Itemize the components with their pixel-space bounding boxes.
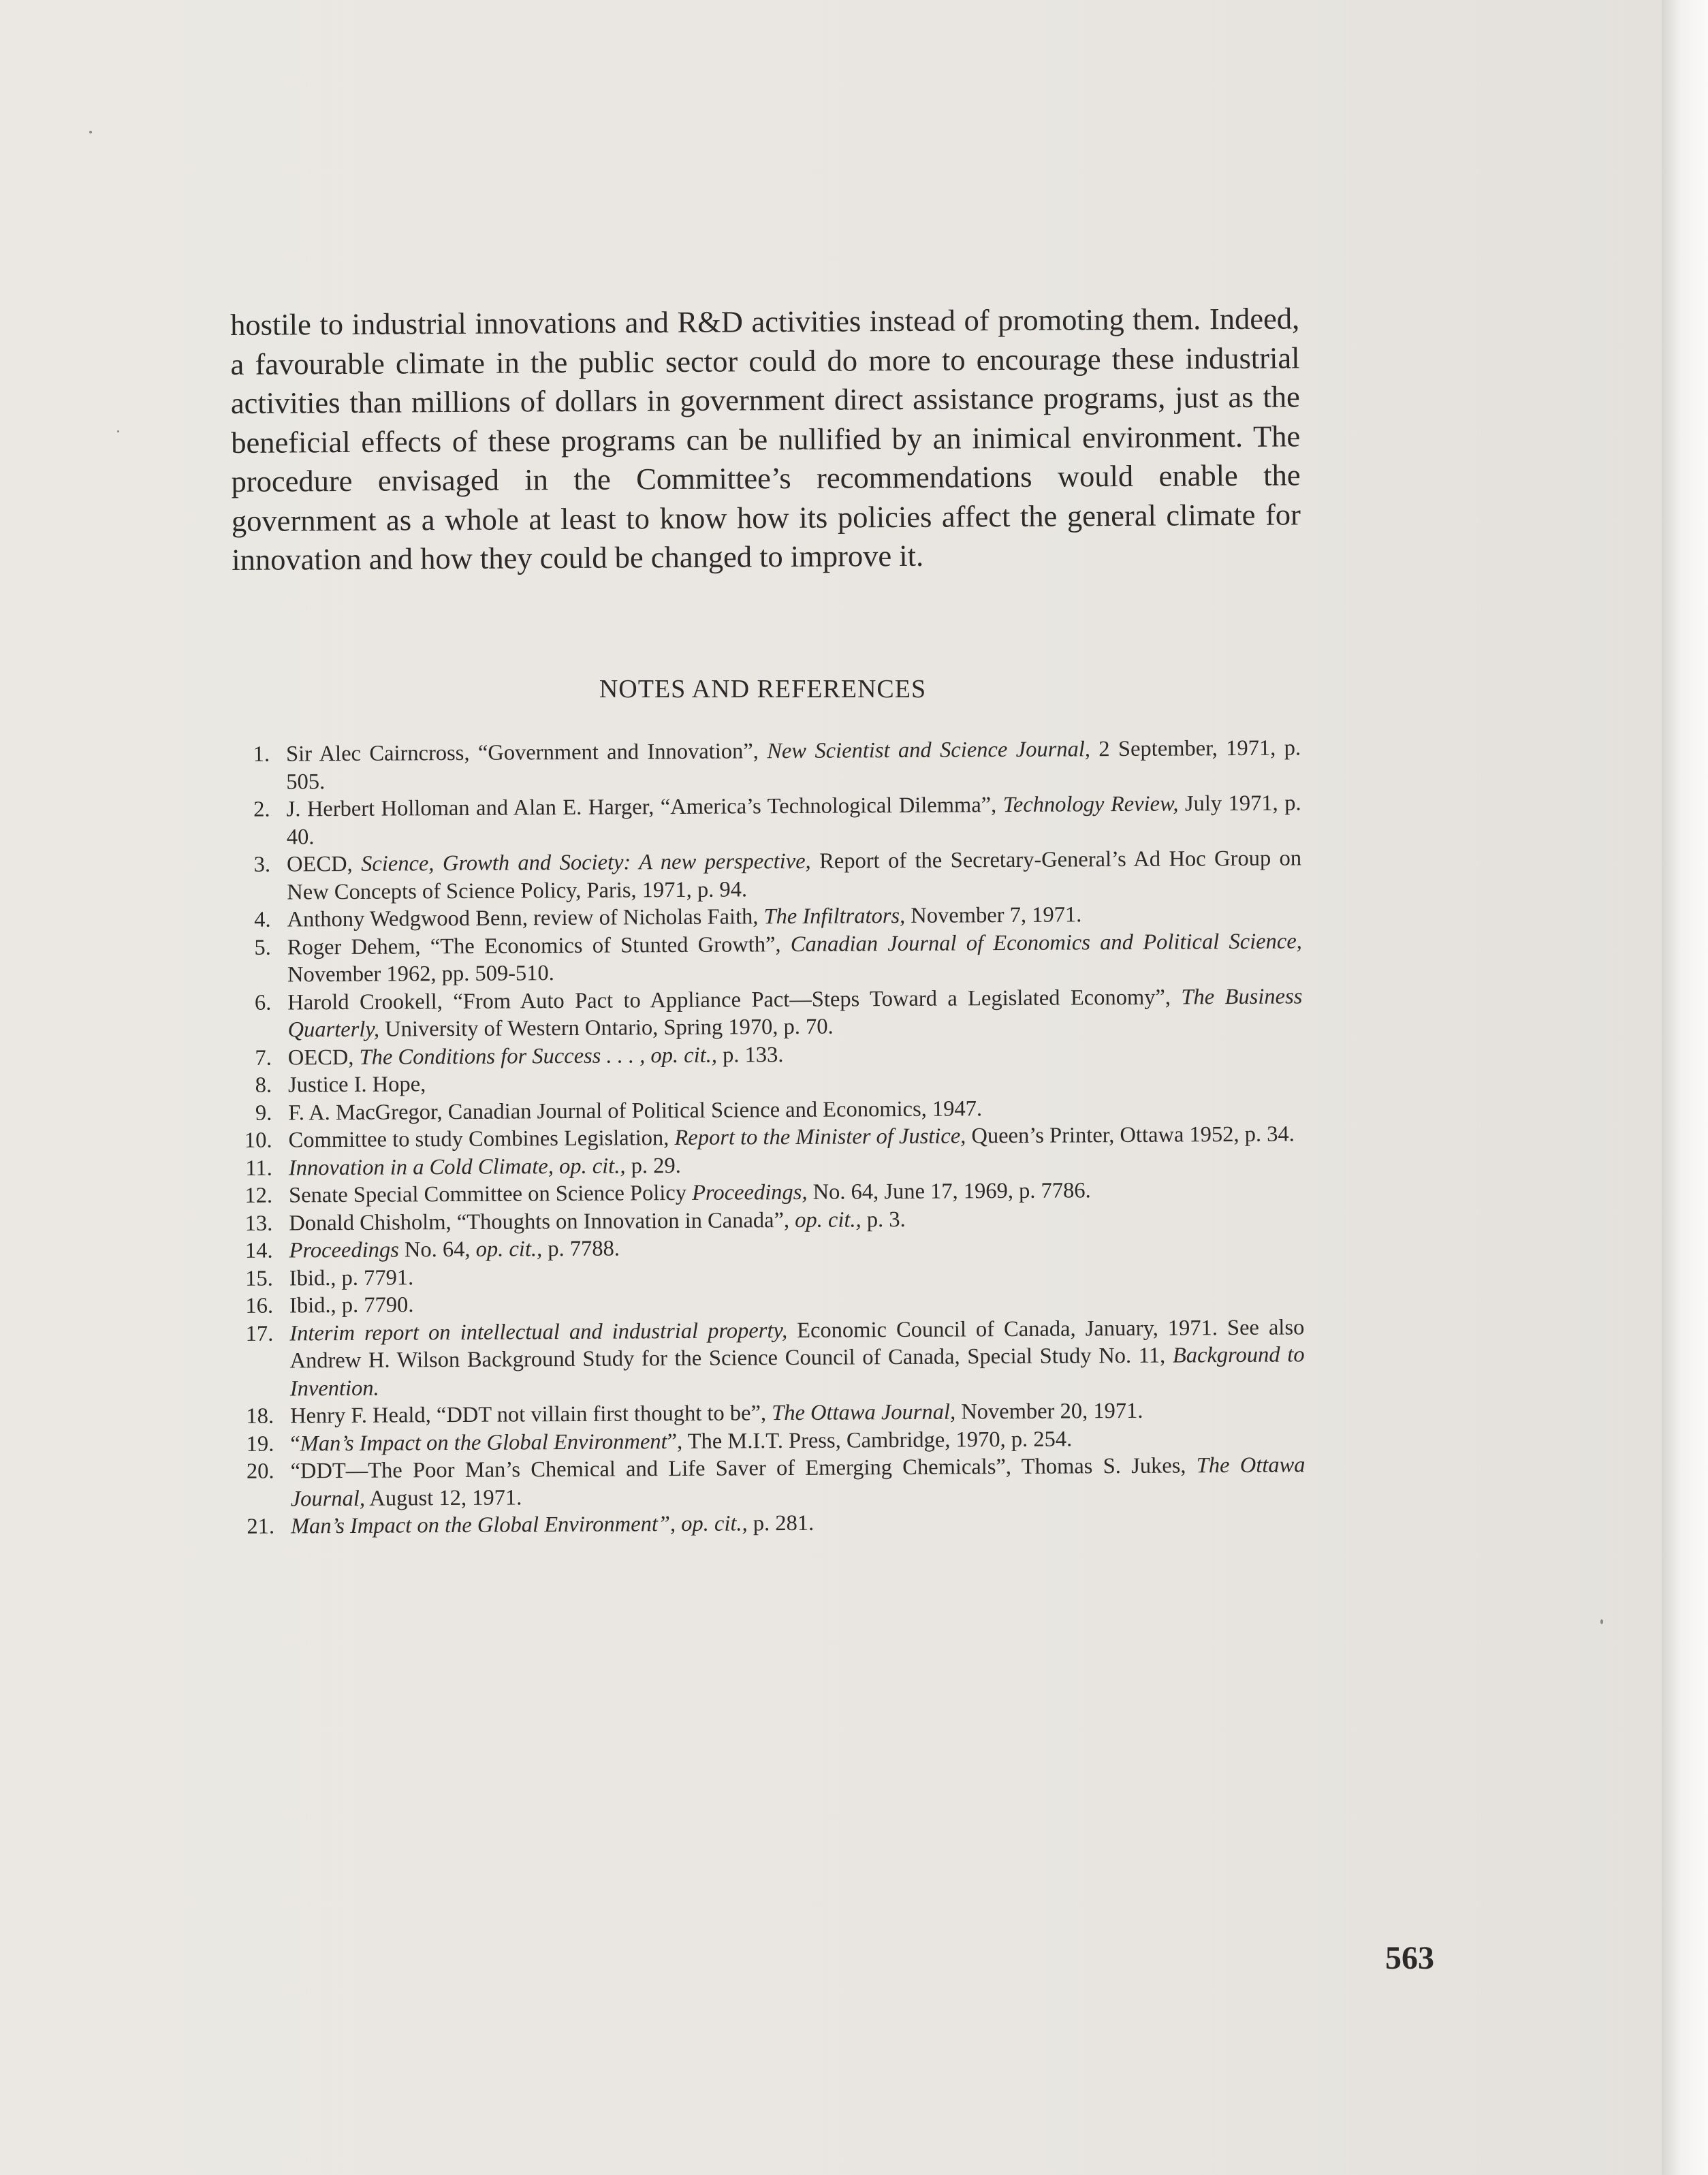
note-text-segment: Senate Special Committee on Science Policy [288, 1180, 693, 1208]
note-text-segment: Ibid., p. 7790. [289, 1292, 414, 1318]
body-paragraph: hostile to industrial innovations and R&D activities instead of promoting them. Indeed, a favourable climate in the public sector could do more to encourage these industrial activities than millions of dollars in government direct assistance programs, just as the beneficial effects of these programs can be nullified by an inimical environment. The procedure envisaged in the Committee’s recommendations would enable the government as a whole at least to know how its policies affect the general climate for innovation and how they could be changed to improve it. [230, 300, 1301, 577]
note-number: 6. [254, 990, 272, 1015]
note-text [289, 1207, 906, 1235]
note-number: 19. [246, 1431, 274, 1457]
note-text [290, 1427, 1072, 1456]
note-text-segment: July 1971, p. 40. [286, 791, 1301, 850]
note-number: 9. [255, 1100, 272, 1126]
note-text [289, 1315, 1304, 1401]
note-text [289, 1237, 620, 1263]
note-text-segment: Harold Crookell, “From Auto Pact to Appliance Pact—Steps Toward a Legislated Economy”, [287, 984, 1182, 1015]
note-number: 2. [253, 797, 270, 822]
note-title-italic: The Conditions for Success . . . , op. cit., [359, 1043, 718, 1070]
note-text [287, 984, 1302, 1043]
note-text-segment: November 20, 1971. [955, 1398, 1143, 1425]
note-title-italic: Proceedings [289, 1237, 399, 1263]
note-text [289, 1178, 1091, 1207]
note-title-italic: Innovation in a Cold Climate, op. cit., [288, 1153, 626, 1180]
note-item [233, 927, 1302, 989]
notes-list [232, 734, 1306, 1540]
note-text-segment: p. 7788. [542, 1236, 620, 1262]
note-text-segment: No. 64, June 17, 1969, p. 7786. [807, 1178, 1091, 1205]
note-number: 11. [245, 1156, 272, 1181]
note-number: 7. [255, 1045, 272, 1070]
note-text-segment: OECD, [287, 1045, 360, 1070]
note-text-segment: 2 September, 1971, p. 505. [286, 735, 1301, 795]
note-text-segment: OECD, [287, 851, 362, 877]
note-text-segment: November 1962, pp. 509-510. [287, 961, 554, 987]
note-number: 20. [246, 1459, 274, 1484]
note-text [287, 929, 1302, 987]
page-edge [1662, 0, 1708, 2175]
note-title-italic: Background to Invention. [289, 1342, 1305, 1401]
note-text-segment: Committee to study Combines Legislation, [288, 1126, 675, 1153]
note-number: 10. [244, 1128, 272, 1153]
note-text [289, 1153, 681, 1180]
note-title-italic: The Ottawa Journal, [772, 1399, 956, 1426]
note-text-segment: p. 3. [861, 1207, 906, 1232]
note-title-italic: op. cit., [795, 1207, 861, 1233]
note-number: 17. [245, 1321, 274, 1346]
note-title-italic: The Business Quarterly, [287, 983, 1303, 1043]
note-text [291, 1511, 814, 1539]
note-text-segment: F. A. MacGregor, Canadian Journal of Political Science and Economics, 1947. [288, 1096, 983, 1126]
note-number: 21. [247, 1514, 275, 1539]
note-title-italic: Man’s Impact on the Global Environment [300, 1429, 667, 1456]
note-text-segment: August 12, 1971. [364, 1485, 522, 1511]
dust-speck [1600, 1619, 1603, 1624]
note-title-italic: The Ottawa Journal, [290, 1452, 1306, 1511]
note-title-italic: The Infiltrators, [763, 903, 906, 930]
note-number: 5. [254, 935, 271, 960]
note-item [232, 789, 1301, 851]
note-number: 1. [253, 742, 270, 767]
note-text [289, 1292, 414, 1318]
note-number: 14. [244, 1238, 273, 1263]
note-text-segment: Justice I. Hope, [287, 1072, 426, 1098]
note-text-segment: University of Western Ontario, Spring 1970, p. 70. [379, 1014, 834, 1042]
note-title-italic: Interim report on intellectual and industrial property, [289, 1318, 788, 1346]
note-number: 3. [253, 852, 271, 877]
note-title-italic: Canadian Journal of Economics and Political Science, [790, 928, 1302, 957]
note-text [287, 791, 1301, 849]
note-text-segment: Henry F. Heald, “DDT not villain first thought to be”, [289, 1401, 772, 1429]
note-text [288, 1122, 1294, 1152]
note-title-italic: Proceedings, [692, 1179, 808, 1205]
note-title-italic: Technology Review, [1002, 791, 1179, 818]
note-item [233, 983, 1302, 1045]
note-number: 18. [246, 1403, 274, 1429]
note-text-segment: Anthony Wedgwood Benn, review of Nicholas Faith, [287, 904, 764, 932]
note-text-segment: Donald Chisholm, “Thoughts on Innovation in Canada”, [289, 1207, 795, 1235]
note-number: 13. [244, 1211, 273, 1236]
note-text [289, 1265, 414, 1290]
note-text [288, 1096, 982, 1125]
note-text-segment: “ [290, 1431, 300, 1456]
note-text-segment: November 7, 1971. [905, 902, 1082, 928]
page-number: 563 [1385, 1940, 1434, 1976]
note-number: 12. [244, 1183, 273, 1208]
note-text [288, 1043, 784, 1070]
note-text-segment: Ibid., p. 7791. [289, 1265, 414, 1290]
note-title-italic: Report to the Minister of Justice, [674, 1124, 966, 1151]
note-item [236, 1451, 1305, 1513]
note-text-segment: ”, The M.I.T. Press, Cambridge, 1970, p. 254. [667, 1426, 1073, 1454]
note-text-segment: “DDT—The Poor Man’s Chemical and Life Saver of Emerging Chemicals”, Thomas S. Jukes, [290, 1453, 1197, 1484]
note-text-segment: p. 281. [747, 1510, 815, 1536]
note-number: 8. [255, 1073, 272, 1098]
note-title-italic: Science, Growth and Society: A new perspective, [361, 848, 811, 876]
note-item [235, 1314, 1305, 1403]
note-item [232, 734, 1301, 796]
note-text-segment: Report of the Secretary-General’s Ad Hoc Group on New Concepts of Science Policy, Paris, 1971, p. 94. [287, 846, 1302, 905]
note-text-segment: p. 133. [716, 1042, 784, 1068]
note-text [288, 1072, 426, 1097]
dust-speck [89, 131, 92, 133]
note-title-italic: Man’s Impact on the Global Environment”, op. cit., [290, 1511, 748, 1539]
note-title-italic: op. cit., [475, 1237, 543, 1262]
note-number: 15. [245, 1266, 273, 1291]
dust-speck [117, 430, 119, 432]
note-text [286, 735, 1301, 794]
note-text-segment: p. 29. [625, 1153, 681, 1178]
note-item [236, 1506, 1306, 1540]
note-text-segment: No. 64, [398, 1237, 476, 1263]
note-number: 16. [245, 1293, 274, 1318]
note-text [287, 902, 1081, 932]
note-text [287, 846, 1301, 904]
section-title: NOTES AND REFERENCES [599, 675, 927, 703]
note-text-segment: J. Herbert Holloman and Alan E. Harger, “America’s Technological Dilemma”, [286, 793, 1003, 822]
note-text-segment: Queen’s Printer, Ottawa 1952, p. 34. [966, 1122, 1295, 1149]
note-text-segment: Roger Dehem, “The Economics of Stunted Growth”, [287, 932, 791, 960]
note-item [232, 844, 1301, 906]
note-title-italic: New Scientist and Science Journal, [767, 737, 1091, 764]
note-text [290, 1452, 1305, 1511]
note-number: 4. [254, 907, 271, 932]
note-text-segment: Economic Council of Canada, January, 1971. See also Andrew H. Wilson Background Study for the Science Council of Canada, Special Study No. 11, [289, 1314, 1305, 1374]
note-text [290, 1399, 1143, 1429]
note-text-segment: Sir Alec Cairncross, “Government and Innovation”, [286, 739, 768, 767]
